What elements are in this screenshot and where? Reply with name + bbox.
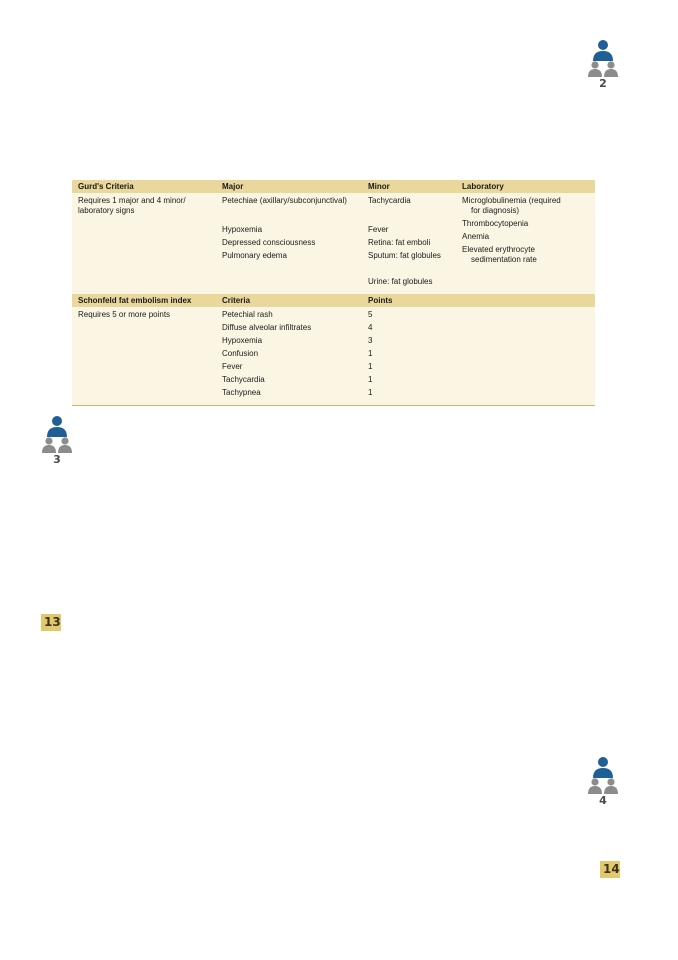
marker-number: 4 — [599, 794, 607, 807]
list-item: Fever — [222, 362, 243, 371]
list-item: Microglobulinemia (required — [462, 196, 561, 205]
header-cell: Laboratory — [462, 181, 504, 191]
list-item: Anemia — [462, 232, 490, 241]
list-item: 1 — [368, 349, 373, 358]
table-header-row — [72, 180, 595, 193]
fat-embolism-criteria-table — [72, 180, 595, 406]
list-item: Elevated erythrocyte — [462, 245, 535, 254]
list-item: Thrombocytopenia — [462, 219, 529, 228]
schonfeld-requirement: Requires 5 or more points — [78, 310, 171, 319]
header-cell: Minor — [368, 181, 390, 191]
list-item: Sputum: fat globules — [368, 251, 441, 260]
list-item: Fever — [368, 225, 389, 234]
list-item: Retina: fat emboli — [368, 238, 431, 247]
list-item: 3 — [368, 336, 373, 345]
marker-number: 2 — [599, 77, 607, 90]
list-item: Diffuse alveolar infiltrates — [222, 323, 312, 332]
laboratory-criteria-list — [462, 196, 595, 290]
list-item: 1 — [368, 388, 373, 397]
schonfeld-index-body — [72, 307, 595, 405]
list-item: Tachycardia — [222, 375, 265, 384]
list-item: for diagnosis) — [471, 206, 520, 215]
header-cell: Major — [222, 181, 244, 191]
person-hierarchy-icon — [587, 39, 619, 77]
table-header-row — [72, 294, 595, 307]
list-item: Tachypnea — [222, 388, 261, 397]
major-criteria-list — [222, 196, 368, 290]
marker-number: 3 — [53, 453, 61, 466]
list-item: 1 — [368, 375, 373, 384]
section-marker-2 — [586, 39, 620, 90]
list-item: Hypoxemia — [222, 336, 263, 345]
list-item: Hypoxemia — [222, 225, 263, 234]
person-hierarchy-icon — [41, 415, 73, 453]
minor-criteria-list — [368, 196, 462, 290]
gurd-criteria-body — [72, 193, 595, 294]
gurd-requirement: Requires 1 major and 4 minor/ laboratory signs — [78, 196, 186, 215]
header-cell: Gurd's Criteria — [78, 181, 134, 191]
person-hierarchy-icon — [587, 756, 619, 794]
header-cell: Schonfeld fat embolism index — [78, 295, 192, 305]
header-cell: Points — [368, 295, 393, 305]
list-item: 4 — [368, 323, 373, 332]
list-item: Depressed consciousness — [222, 238, 316, 247]
list-item: Urine: fat globules — [368, 277, 433, 286]
header-cell: Criteria — [222, 295, 251, 305]
list-item: Tachycardia — [368, 196, 411, 205]
page-number-box: 14 — [600, 861, 620, 878]
schonfeld-criteria-list — [222, 310, 368, 401]
list-item: Petechiae (axillary/subconjunctival) — [222, 196, 347, 205]
list-item: Confusion — [222, 349, 259, 358]
section-marker-3 — [40, 415, 74, 466]
list-item: Pulmonary edema — [222, 251, 287, 260]
list-item: 5 — [368, 310, 373, 319]
schonfeld-points-list — [368, 310, 462, 401]
list-item: Petechial rash — [222, 310, 273, 319]
section-marker-4 — [586, 756, 620, 807]
page-number-box: 13 — [41, 614, 61, 631]
list-item: sedimentation rate — [471, 255, 537, 264]
list-item: 1 — [368, 362, 373, 371]
